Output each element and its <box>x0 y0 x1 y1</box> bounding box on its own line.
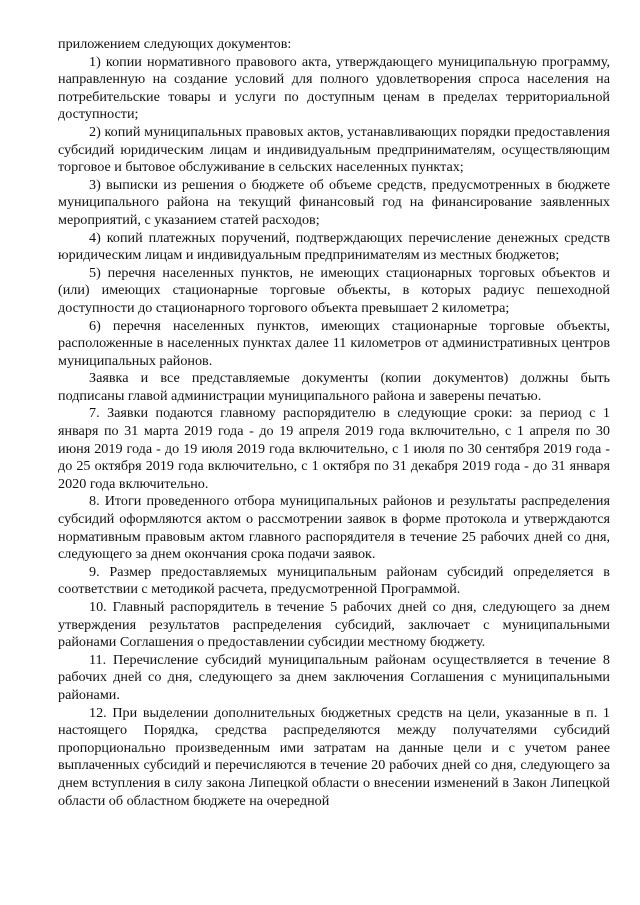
paragraph-item-2: 2) копий муниципальных правовых актов, устанавливающих порядки предоставления субсидий юридическим лицам и индивидуальным предпринимателям, осуществляющим торговое и бытовое обслуживание в сельских населенных пунктах; <box>58 123 610 176</box>
paragraph-section-11: 11. Перечисление субсидий муниципальным районам осуществляется в течение 8 рабочих дней со дня, следующего за днем заключения Соглашения с муниципальными районами. <box>58 651 610 703</box>
paragraph-item-6: 6) перечня населенных пунктов, имеющих стационарные торговые объекты, расположенные в населенных пунктах далее 11 километров от административных центров муниципальных районов. <box>58 317 610 369</box>
paragraph-intro: приложением следующих документов: <box>58 36 292 52</box>
paragraph-item-1: 1) копии нормативного правового акта, утверждающего муниципальную программу, направленную на создание условий для полного удовлетворения спроса населения на потребительские товары и услуги по доступным ценам в пределах территориальной доступности; <box>58 53 610 123</box>
paragraph-item-5: 5) перечня населенных пунктов, не имеющих стационарных торговых объектов и (или) имеющих стационарные торговые объекты, в которых радиус пешеходной доступности до стационарного торгового объекта превышает 2 километра; <box>58 264 610 316</box>
paragraph-section-10: 10. Главный распорядитель в течение 5 рабочих дней со дня, следующего за днем утверждения результатов распределения субсидий, заключает с муниципальными районами Соглашения о предоставлении субсидии местному бюджету. <box>58 599 610 651</box>
paragraph-section-12: 12. При выделении дополнительных бюджетных средств на цели, указанные в п. 1 настоящего Порядка, средства распределяются между получателями субсидий пропорционально произведенным ими затратам на данные цели и с учетом ранее выплаченных субсидий и перечисляются в течение 20 рабочих дней со дня, следующего за днем вступления в силу закона Липецкой области о внесении изменений в Закон Липецкой области об областном бюджете на очередной <box>58 704 610 809</box>
paragraph-section-8: 8. Итоги проведенного отбора муниципальных районов и результаты распределения субсидий оформляются актом о рассмотрении заявок в форме протокола и утверждаются нормативным правовым актом главного распорядителя в течение 25 рабочих дней со дня, следующего за днем окончания срока подачи заявок. <box>58 493 610 563</box>
paragraph-item-4: 4) копий платежных поручений, подтверждающих перечисление денежных средств юридическим лицам и индивидуальным предпринимателям из местных бюджетов; <box>58 229 610 264</box>
paragraph-section-7: 7. Заявки подаются главному распорядителю в следующие сроки: за период с 1 января по 31 марта 2019 года - до 19 апреля 2019 года включительно, с 1 апреля по 30 июня 2019 года - до 19 июля 2019 года включительно, с 1 июля по 30 сентября 2019 года - до 25 октября 2019 года включительно, с 1 октября по 31 декабря 2019 года - до 31 января 2020 года включительно. <box>58 405 610 492</box>
paragraph-section-9: 9. Размер предоставляемых муниципальным районам субсидий определяется в соответствии с методикой расчета, предусмотренной Программой. <box>58 563 610 598</box>
paragraph-application-signing: Заявка и все представляемые документы (копии документов) должны быть подписаны главой администрации муниципального района и заверены печатью. <box>58 370 610 404</box>
paragraph-item-3: 3) выписки из решения о бюджете об объеме средств, предусмотренных в бюджете муниципального района на текущий финансовый год на финансирование заявленных мероприятий, с указанием статей расходов; <box>58 176 610 228</box>
